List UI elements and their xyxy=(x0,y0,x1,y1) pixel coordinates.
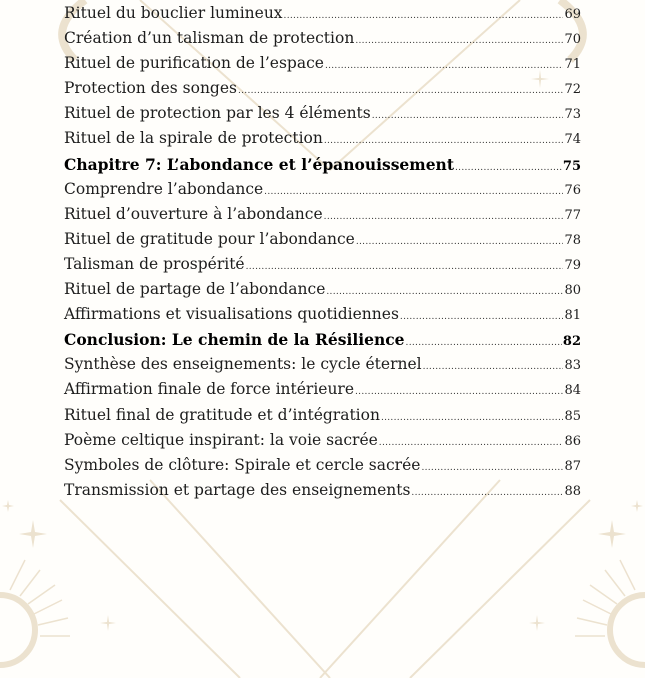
toc-entry[interactable] xyxy=(64,227,581,252)
dot-leader xyxy=(421,456,563,481)
toc-entry-page: 80 xyxy=(564,283,581,299)
star-icon xyxy=(19,520,47,548)
dot-leader xyxy=(356,230,564,255)
toc-entry-page: 79 xyxy=(564,257,581,273)
toc-entry-title: Synthèse des enseignements: le cycle éternel xyxy=(64,355,422,374)
star-icon xyxy=(2,500,14,512)
diagonal-line xyxy=(60,500,240,678)
toc-entry-title: Création d’un talisman de protection xyxy=(64,29,355,48)
dot-leader xyxy=(423,355,564,380)
toc-entry[interactable] xyxy=(64,352,581,377)
toc-entry-page: 69 xyxy=(564,7,581,22)
toc-entry-title: Rituel d’ouverture à l’abondance xyxy=(64,204,323,223)
toc-entry[interactable] xyxy=(64,377,581,402)
toc-entry[interactable] xyxy=(64,478,581,503)
dot-leader xyxy=(355,380,563,405)
toc-entry-page: 71 xyxy=(564,57,581,73)
star-icon xyxy=(631,500,643,512)
toc-entry-page: 81 xyxy=(564,308,581,324)
star-icon xyxy=(598,520,626,548)
star-icon xyxy=(529,615,545,631)
dot-leader xyxy=(381,406,564,431)
toc-entry-page: 84 xyxy=(564,383,581,399)
toc-entry-title: Rituel final de gratitude et d’intégration xyxy=(64,405,380,424)
dot-leader xyxy=(455,156,562,181)
toc-entry[interactable] xyxy=(64,76,581,101)
toc-entry-title: Symboles de clôture: Spirale et cercle sacrée xyxy=(64,455,421,474)
toc-entry-page: 77 xyxy=(564,207,581,223)
diagonal-line xyxy=(320,480,500,678)
toc-entry-page: 75 xyxy=(562,158,581,174)
toc-entry[interactable] xyxy=(64,51,581,76)
star-icon xyxy=(100,615,116,631)
dot-leader xyxy=(411,481,563,506)
dot-leader xyxy=(325,54,564,79)
toc-entry-page: 70 xyxy=(564,32,581,48)
toc-entry[interactable] xyxy=(64,26,581,51)
toc-entry-title: Rituel du bouclier lumineux xyxy=(64,4,283,22)
toc-entry-page: 73 xyxy=(564,107,581,123)
toc-entry[interactable] xyxy=(64,177,581,202)
toc-entry[interactable] xyxy=(64,252,581,277)
toc-entry-title: Rituel de la spirale de protection xyxy=(64,129,323,148)
dot-leader xyxy=(400,305,564,330)
toc-entry-title: Poème celtique inspirant: la voie sacrée xyxy=(64,430,378,449)
toc-entry[interactable] xyxy=(64,403,581,428)
toc-entry[interactable] xyxy=(64,277,581,302)
diagonal-line xyxy=(410,500,590,678)
toc-entry-page: 88 xyxy=(564,483,581,499)
toc-entry-page: 78 xyxy=(564,232,581,248)
toc-chapter-entry[interactable] xyxy=(64,152,581,177)
toc-entry-title: Rituel de gratitude pour l’abondance xyxy=(64,229,355,248)
diagonal-line xyxy=(150,480,330,678)
toc-entry-title: Chapitre 7: L’abondance et l’épanouissement xyxy=(64,154,454,174)
toc-entry[interactable] xyxy=(64,101,581,126)
dot-leader xyxy=(324,205,564,230)
toc-entry-page: 76 xyxy=(564,182,581,198)
toc-entry-title: Transmission et partage des enseignements xyxy=(64,480,411,499)
toc-entry-page: 74 xyxy=(564,132,581,148)
dot-leader xyxy=(372,104,564,129)
toc-entry-title: Rituel de protection par les 4 éléments xyxy=(64,104,371,123)
toc-entry-page: 85 xyxy=(564,408,581,424)
toc-entry-title: Conclusion: Le chemin de la Résilience xyxy=(64,330,405,350)
toc-entry-title: Rituel de purification de l’espace xyxy=(64,54,324,73)
toc-entry-page: 83 xyxy=(564,358,581,374)
sun-ornament xyxy=(0,595,35,665)
dot-leader xyxy=(355,29,563,54)
toc-entry[interactable] xyxy=(64,202,581,227)
toc-entry-title: Talisman de prospérité xyxy=(64,254,245,273)
dot-leader xyxy=(406,331,562,356)
toc-entry-page: 87 xyxy=(564,458,581,474)
toc-entry[interactable] xyxy=(64,428,581,453)
table-of-contents xyxy=(64,1,581,503)
toc-entry-title: Protection des songes xyxy=(64,79,237,98)
toc-entry-title: Comprendre l’abondance xyxy=(64,179,264,198)
toc-entry-page: 82 xyxy=(562,334,581,350)
toc-entry[interactable] xyxy=(64,302,581,327)
toc-entry-title: Rituel de partage de l’abondance xyxy=(64,280,326,299)
toc-entry-title: Affirmations et visualisations quotidiennes xyxy=(64,305,399,324)
toc-entry-title: Affirmation finale de force intérieure xyxy=(64,380,355,399)
toc-chapter-entry[interactable] xyxy=(64,327,581,352)
toc-entry-page: 72 xyxy=(564,82,581,98)
toc-entry[interactable] xyxy=(64,1,581,26)
toc-entry[interactable] xyxy=(64,126,581,151)
sun-ornament xyxy=(610,595,645,665)
toc-entry[interactable] xyxy=(64,453,581,478)
toc-entry-page: 86 xyxy=(564,433,581,449)
